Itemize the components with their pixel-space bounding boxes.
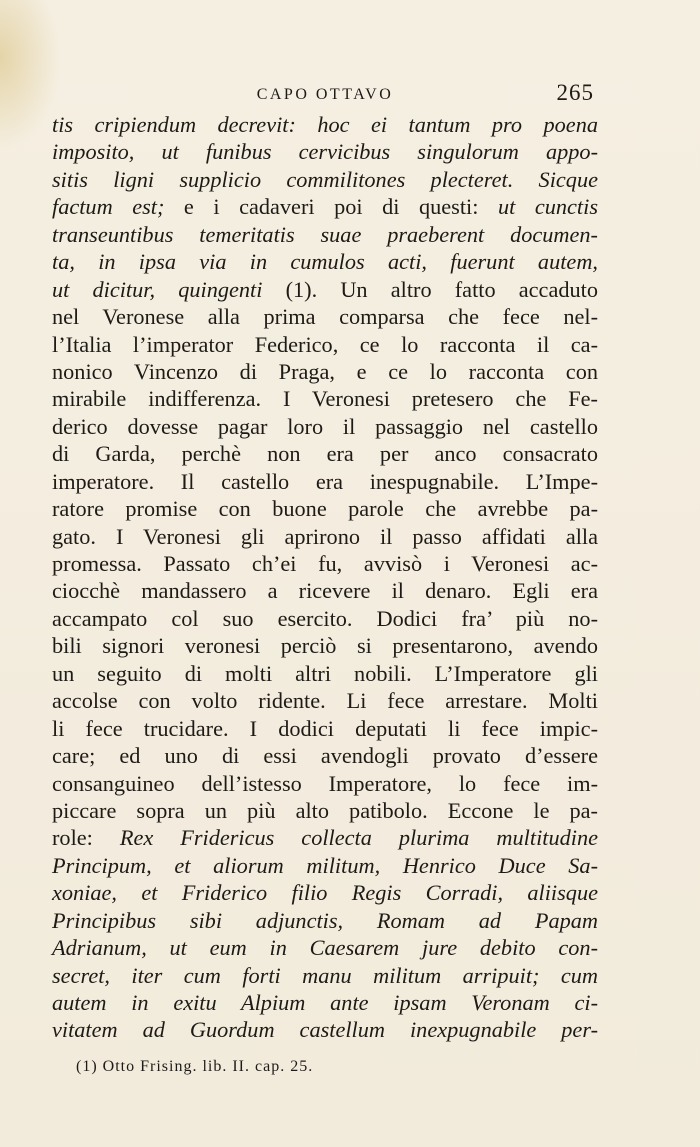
text-segment: care; ed uno di essi avendogli provato d’essere bbox=[52, 743, 598, 769]
italic-text-segment: Adrianum, ut eum in Caesarem jure debito con- bbox=[52, 935, 598, 961]
text-line bbox=[52, 303, 598, 330]
text-segment: bili signori veronesi perciò si presentarono, avendo bbox=[52, 633, 598, 659]
footnote: (1) Otto Frising. lib. II. cap. 25. bbox=[76, 1058, 314, 1075]
text-line bbox=[52, 468, 598, 495]
text-line bbox=[52, 797, 598, 824]
italic-text-segment: tis cripiendum decrevit: hoc ei tantum pro poena bbox=[52, 112, 598, 137]
text-line bbox=[52, 440, 598, 467]
italic-text-segment: transeuntibus temeritatis suae praeberent documen- bbox=[52, 221, 598, 247]
italic-text-segment: autem in exitu Alpium ante ipsam Veronam ci- bbox=[52, 990, 598, 1015]
text-line bbox=[52, 962, 598, 989]
text-line bbox=[52, 358, 598, 385]
text-line bbox=[52, 248, 598, 275]
text-segment: accampato col suo esercito. Dodici fra’ più no- bbox=[52, 605, 598, 631]
italic-text-segment: factum est; bbox=[52, 194, 165, 220]
italic-text-segment: ut dicitur, quingenti bbox=[52, 276, 263, 302]
text-segment: consanguineo dell’istesso Imperatore, lo fece im- bbox=[52, 770, 598, 796]
italic-text-segment: Rex Fridericus collecta plurima multitudine bbox=[119, 825, 598, 851]
text-segment: nel Veronese alla prima comparsa che fece nel- bbox=[52, 304, 598, 330]
text-segment: un seguito di molti altri nobili. L’Imperatore gli bbox=[52, 660, 598, 686]
text-segment: ratore promise con buone parole che avrebbe pa- bbox=[52, 496, 598, 522]
text-line bbox=[52, 495, 598, 522]
italic-text-segment: xoniae, et Friderico filio Regis Corradi, aliisque bbox=[52, 880, 598, 906]
body-text bbox=[52, 111, 598, 1044]
text-segment: gato. I Veronesi gli aprirono il passo affidati alla bbox=[52, 523, 598, 549]
text-line bbox=[52, 605, 598, 632]
text-segment: di Garda, perchè non era per anco consacrato bbox=[52, 441, 598, 467]
text-line bbox=[52, 687, 598, 714]
text-segment: l’Italia l’imperator Federico, ce lo racconta il ca- bbox=[52, 331, 598, 357]
text-segment: ciocchè mandassero a ricevere il denaro. Egli era bbox=[52, 578, 598, 604]
text-segment: e i cadaveri poi di questi: bbox=[164, 194, 498, 220]
text-line bbox=[52, 852, 598, 879]
text-line bbox=[52, 193, 598, 220]
text-line bbox=[52, 715, 598, 742]
text-line bbox=[52, 770, 598, 797]
text-line bbox=[52, 138, 598, 165]
text-line bbox=[52, 166, 598, 193]
text-line bbox=[52, 577, 598, 604]
italic-text-segment: ta, in ipsa via in cumulos acti, fuerunt autem, bbox=[52, 249, 598, 275]
text-line bbox=[52, 276, 598, 303]
text-line bbox=[52, 934, 598, 961]
text-line bbox=[52, 742, 598, 769]
text-line bbox=[52, 824, 598, 851]
text-segment: accolse con volto ridente. Li fece arrestare. Molti bbox=[52, 688, 598, 714]
text-segment: mirabile indifferenza. I Veronesi pretesero che Fe- bbox=[52, 386, 598, 412]
text-line bbox=[52, 1016, 598, 1043]
text-segment: li fece trucidare. I dodici deputati li fece impic- bbox=[52, 715, 598, 741]
text-segment: role: bbox=[52, 825, 120, 851]
italic-text-segment: vitatem ad Guordum castellum inexpugnabile per- bbox=[52, 1017, 598, 1043]
text-line bbox=[52, 111, 598, 138]
page-header bbox=[52, 80, 598, 110]
text-line bbox=[52, 523, 598, 550]
text-segment: imperatore. Il castello era inespugnabile. L’Impe- bbox=[52, 468, 598, 494]
text-segment: derico dovesse pagar loro il passaggio nel castello bbox=[52, 413, 598, 439]
text-segment: piccare sopra un più alto patibolo. Eccone le pa- bbox=[52, 797, 598, 823]
text-segment: promessa. Passato ch’ei fu, avvisò i Veronesi ac- bbox=[52, 551, 598, 576]
text-line bbox=[52, 989, 598, 1016]
page-number: 265 bbox=[556, 80, 594, 105]
italic-text-segment: sitis ligni supplicio commilitones plecteret. Sicque bbox=[52, 166, 598, 192]
text-line bbox=[52, 632, 598, 659]
italic-text-segment: Principum, et aliorum militum, Henrico Duce Sa- bbox=[52, 852, 598, 878]
running-title: CAPO OTTAVO bbox=[256, 86, 394, 103]
text-line bbox=[52, 221, 598, 248]
text-line bbox=[52, 385, 598, 412]
text-line bbox=[52, 879, 598, 906]
text-segment: (1). Un altro fatto accaduto bbox=[262, 276, 598, 302]
text-segment: nonico Vincenzo di Praga, e ce lo racconta con bbox=[52, 358, 598, 384]
text-line bbox=[52, 907, 598, 934]
text-line bbox=[52, 660, 598, 687]
italic-text-segment: imposito, ut funibus cervicibus singulorum appo- bbox=[52, 139, 598, 165]
text-line bbox=[52, 550, 598, 577]
italic-text-segment: Principibus sibi adjunctis, Romam ad Papam bbox=[52, 907, 598, 933]
italic-text-segment: secret, iter cum forti manu militum arripuit; cum bbox=[52, 962, 598, 988]
text-line bbox=[52, 331, 598, 358]
text-line bbox=[52, 413, 598, 440]
italic-text-segment: ut cunctis bbox=[497, 194, 598, 220]
